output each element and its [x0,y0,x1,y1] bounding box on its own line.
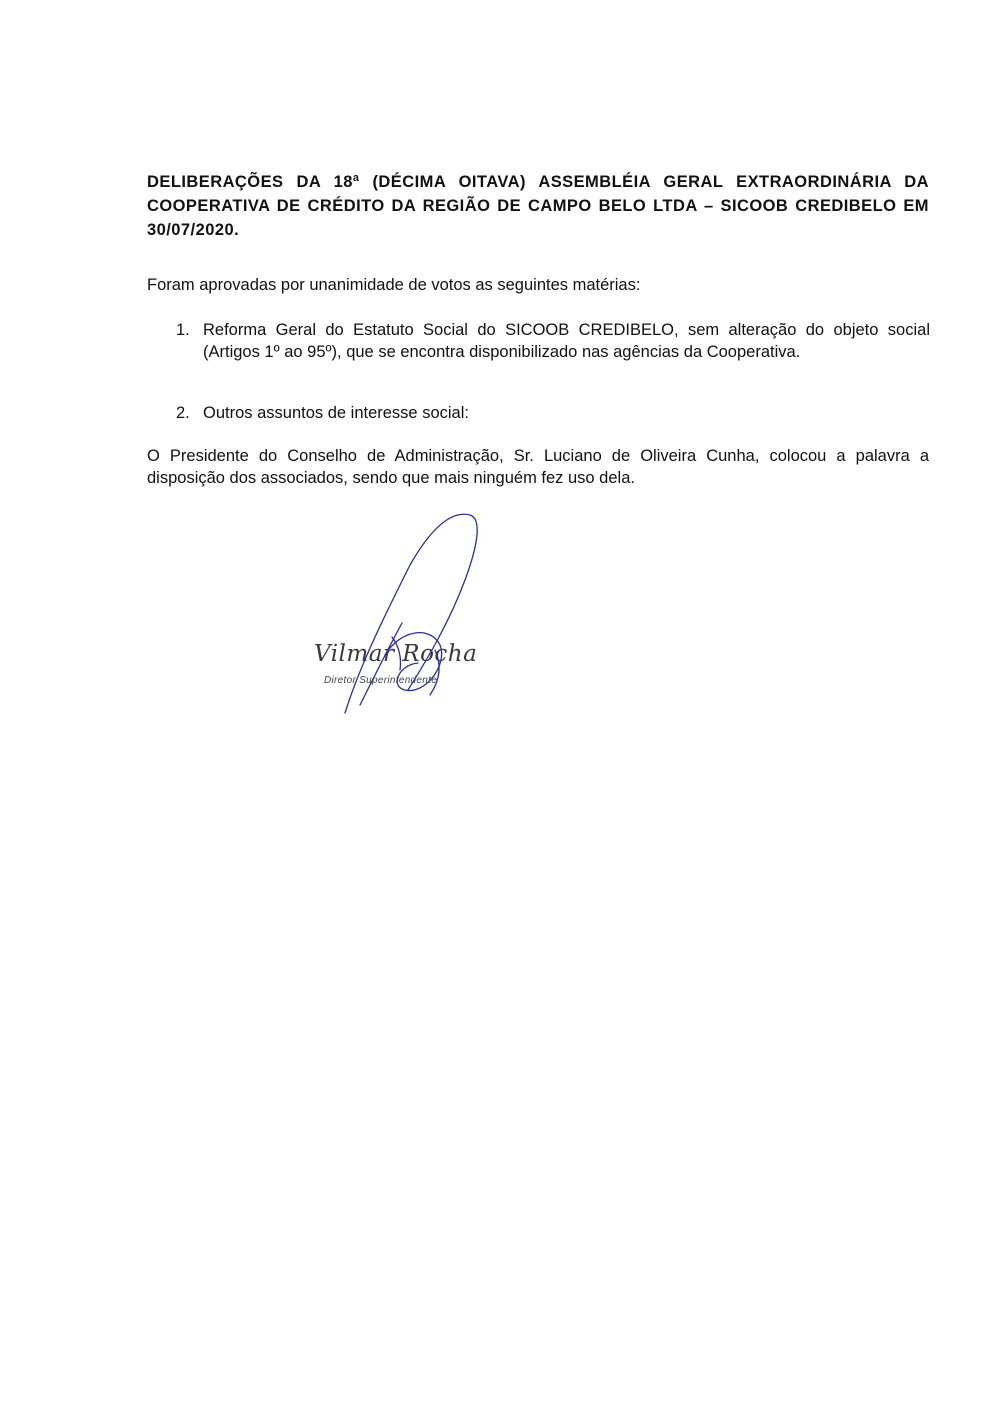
intro-paragraph: Foram aprovadas por unanimidade de votos as seguintes matérias: [147,276,641,294]
document-title: DELIBERAÇÕES DA 18ª (DÉCIMA OITAVA) ASSEMBLÉIA GERAL EXTRAORDINÁRIA DA COOPERATIVA DE CRÉDITO DA REGIÃO DE CAMPO BELO LTDA – SICOOB CREDIBELO EM 30/07/2020. [147,173,929,239]
handwritten-signature [290,505,510,725]
list-item-number: 2. [176,404,190,422]
signature-stamp-name: Vilmar Rocha [314,641,478,667]
list-item [176,402,930,424]
list-item-number: 1. [176,321,190,339]
signature-stamp-role: Diretor Superintendente [324,675,438,686]
closing-paragraph: O Presidente do Conselho de Administração, Sr. Luciano de Oliveira Cunha, colocou a palavra a disposição dos associados, sendo que mais ninguém fez uso dela. [147,447,929,487]
signature-block [290,505,510,725]
list-item-text: Outros assuntos de interesse social: [203,404,469,422]
list-item [176,319,930,363]
list-item-text: Reforma Geral do Estatuto Social do SICOOB CREDIBELO, sem alteração do objeto social (Artigos 1º ao 95º), que se encontra disponibilizado nas agências da Cooperativa. [203,321,930,361]
